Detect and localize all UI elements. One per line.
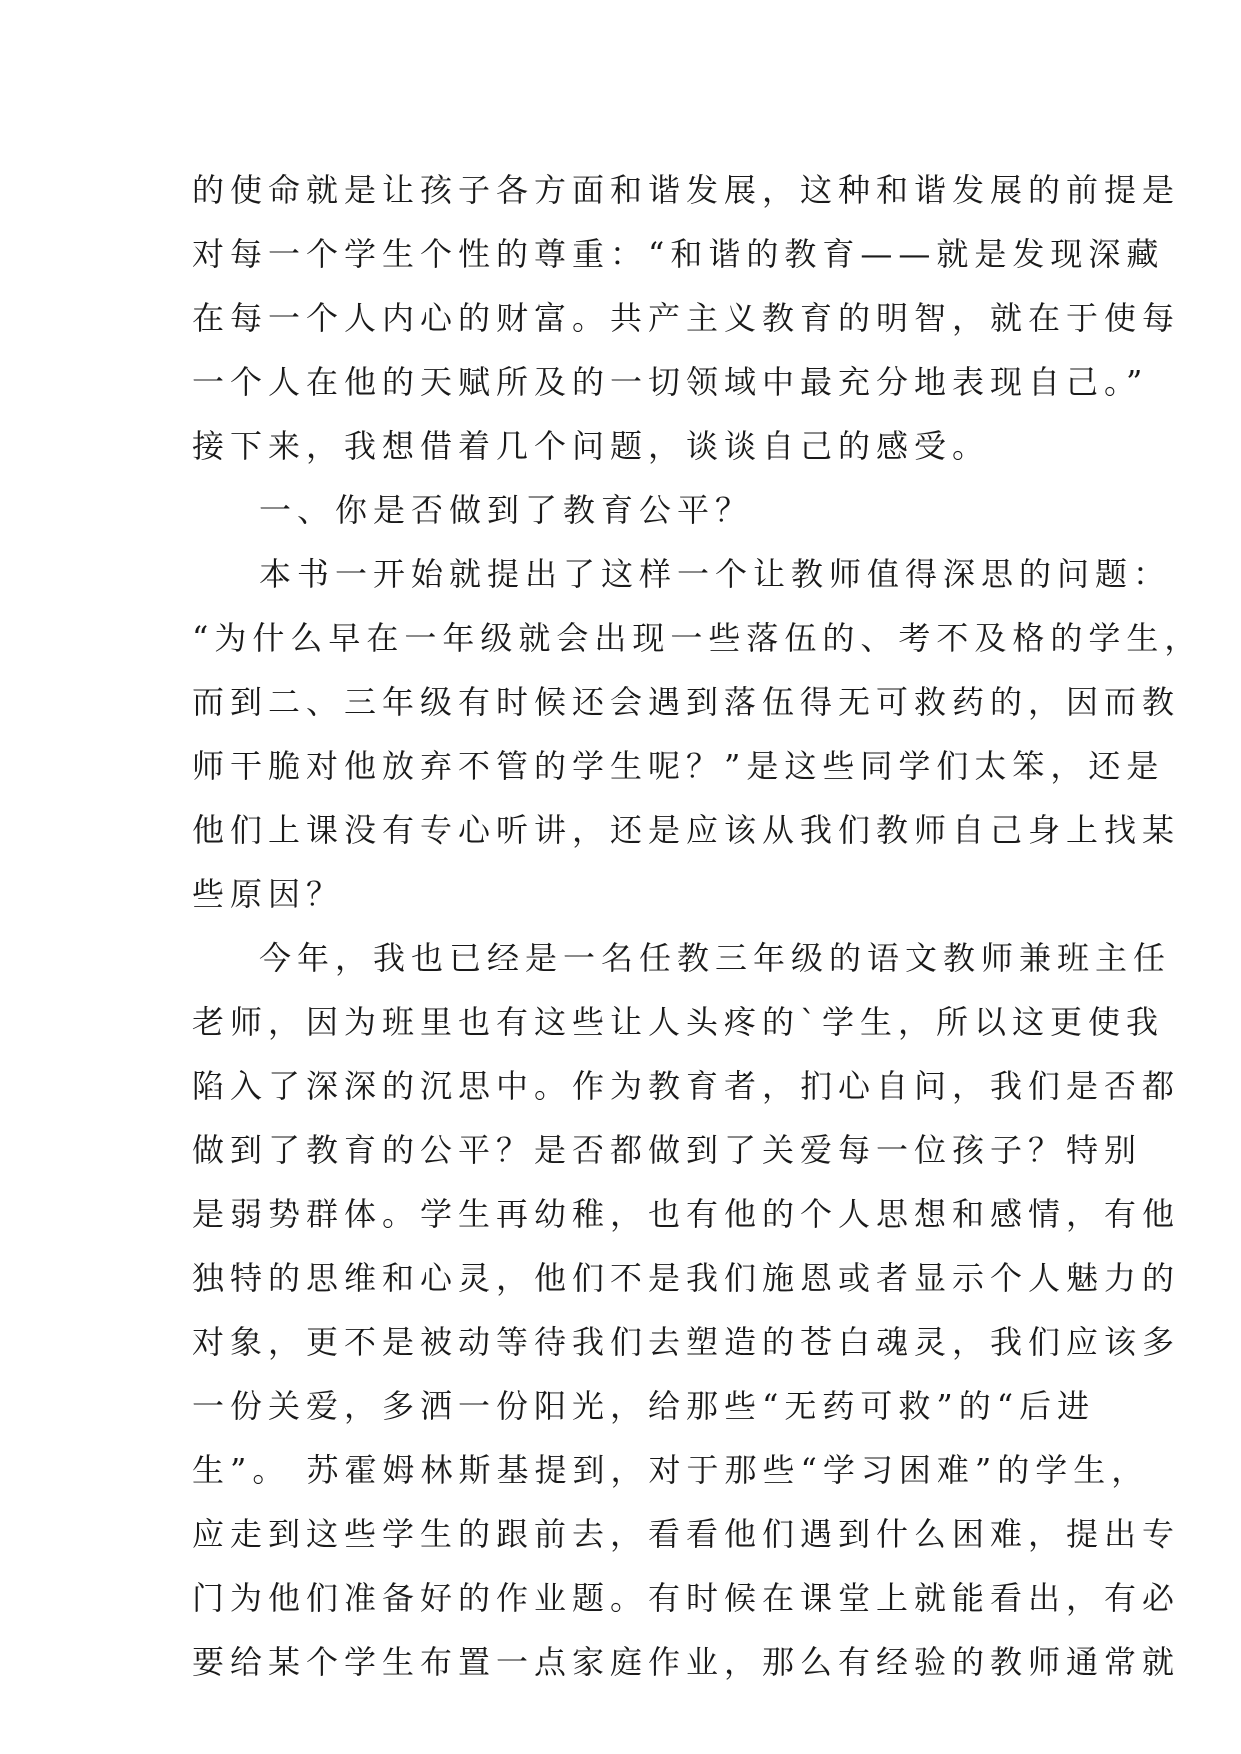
- text-line: 些原因？: [192, 875, 345, 913]
- text-line: 应走到这些学生的跟前去，看看他们遇到什么困难，提出专: [192, 1515, 1181, 1553]
- text-line: 是弱势群体。学生再幼稚，也有他的个人思想和感情，有他: [192, 1195, 1181, 1233]
- text-line: 生”。 苏霍姆林斯基提到，对于那些“学习困难”的学生，: [192, 1451, 1150, 1489]
- text-line: 他们上课没有专心听讲，还是应该从我们教师自己身上找某: [192, 811, 1181, 849]
- text-line: 对象，更不是被动等待我们去塑造的苍白魂灵，我们应该多: [192, 1323, 1181, 1361]
- paragraph-start: 本书一开始就提出了这样一个让教师值得深思的问题：: [259, 555, 1172, 593]
- text-line: 门为他们准备好的作业题。有时候在课堂上就能看出，有必: [192, 1579, 1181, 1617]
- text-line: 接下来，我想借着几个问题，谈谈自己的感受。: [192, 427, 991, 465]
- text-line: 对每一个学生个性的尊重：“和谐的教育——就是发现深藏: [192, 235, 1165, 273]
- text-line: 做到了教育的公平？是否都做到了关爱每一位孩子？特别: [192, 1131, 1143, 1169]
- text-line: 陷入了深深的沉思中。作为教育者，扪心自问，我们是否都: [192, 1067, 1181, 1105]
- paragraph-start: 今年，我也已经是一名任教三年级的语文教师兼班主任: [259, 939, 1172, 977]
- text-line: 老师，因为班里也有这些让人头疼的`学生，所以这更使我: [192, 1003, 1165, 1041]
- text-line: 师干脆对他放弃不管的学生呢？”是这些同学们太笨，还是: [192, 747, 1165, 785]
- text-line: 在每一个人内心的财富。共产主义教育的明智，就在于使每: [192, 299, 1181, 337]
- text-line: 的使命就是让孩子各方面和谐发展，这种和谐发展的前提是: [192, 171, 1181, 209]
- text-line: “为什么早在一年级就会出现一些落伍的、考不及格的学生，: [192, 619, 1203, 657]
- body-text: [192, 158, 1203, 1694]
- text-line: 要给某个学生布置一点家庭作业，那么有经验的教师通常就: [192, 1643, 1181, 1681]
- text-line: 一份关爱，多洒一份阳光，给那些“无药可救”的“后进: [192, 1387, 1096, 1425]
- text-line: 而到二、三年级有时候还会遇到落伍得无可救药的，因而教: [192, 683, 1181, 721]
- text-line: 独特的思维和心灵，他们不是我们施恩或者显示个人魅力的: [192, 1259, 1181, 1297]
- text-line: 一个人在他的天赋所及的一切领域中最充分地表现自己。”: [192, 363, 1149, 401]
- section-heading: 一、你是否做到了教育公平？: [259, 491, 754, 529]
